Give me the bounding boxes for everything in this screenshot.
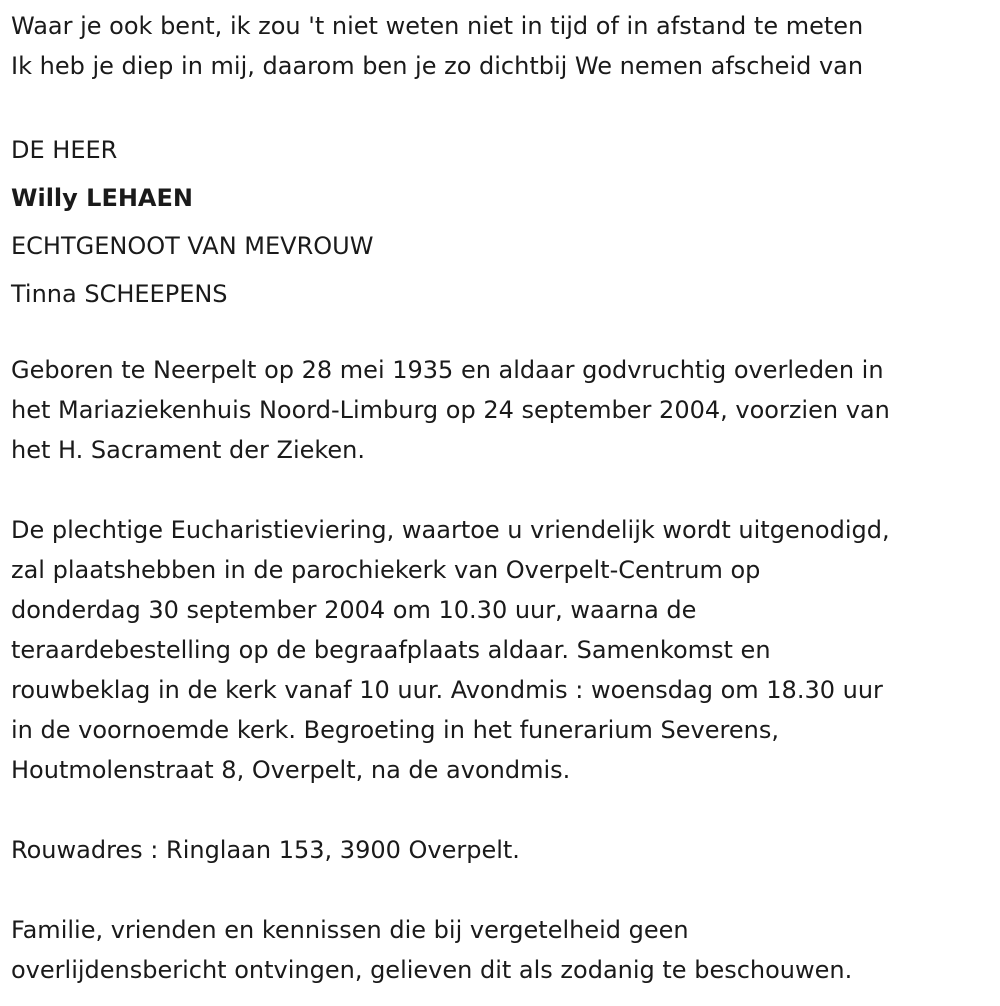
deceased-title: DE HEER xyxy=(11,136,118,164)
intro-verse xyxy=(11,6,863,86)
spouse-name: Tinna SCHEEPENS xyxy=(11,280,228,308)
mourning-address xyxy=(11,830,520,870)
paragraph-line: donderdag 30 september 2004 om 10.30 uur, waarna de xyxy=(11,596,697,624)
paragraph-line: Geboren te Neerpelt op 28 mei 1935 en aldaar godvruchtig overleden in xyxy=(11,356,884,384)
birth-death-paragraph xyxy=(11,350,890,470)
intro-line: Ik heb je diep in mij, daarom ben je zo dichtbij We nemen afscheid van xyxy=(11,52,864,80)
address-line: Rouwadres : Ringlaan 153, 3900 Overpelt. xyxy=(11,836,520,864)
service-paragraph xyxy=(11,510,890,790)
paragraph-line: in de voornoemde kerk. Begroeting in het funerarium Severens, xyxy=(11,716,779,744)
paragraph-line: Houtmolenstraat 8, Overpelt, na de avondmis. xyxy=(11,756,571,784)
paragraph-line: Familie, vrienden en kennissen die bij vergetelheid geen xyxy=(11,916,689,944)
paragraph-line: het Mariaziekenhuis Noord-Limburg op 24 september 2004, voorzien van xyxy=(11,396,890,424)
deceased-block xyxy=(11,126,373,318)
deceased-relation: ECHTGENOOT VAN MEVROUW xyxy=(11,232,374,260)
paragraph-line: zal plaatshebben in de parochiekerk van Overpelt-Centrum op xyxy=(11,556,761,584)
paragraph-line: rouwbeklag in de kerk vanaf 10 uur. Avondmis : woensdag om 18.30 uur xyxy=(11,676,883,704)
intro-line: Waar je ook bent, ik zou 't niet weten niet in tijd of in afstand te meten xyxy=(11,12,864,40)
paragraph-line: overlijdensbericht ontvingen, gelieven dit als zodanig te beschouwen. xyxy=(11,956,853,984)
family-notice-paragraph xyxy=(11,910,852,990)
deceased-name: Willy LEHAEN xyxy=(11,184,193,212)
paragraph-line: teraardebestelling op de begraafplaats aldaar. Samenkomst en xyxy=(11,636,771,664)
paragraph-line: het H. Sacrament der Zieken. xyxy=(11,436,366,464)
paragraph-line: De plechtige Eucharistieviering, waartoe u vriendelijk wordt uitgenodigd, xyxy=(11,516,890,544)
